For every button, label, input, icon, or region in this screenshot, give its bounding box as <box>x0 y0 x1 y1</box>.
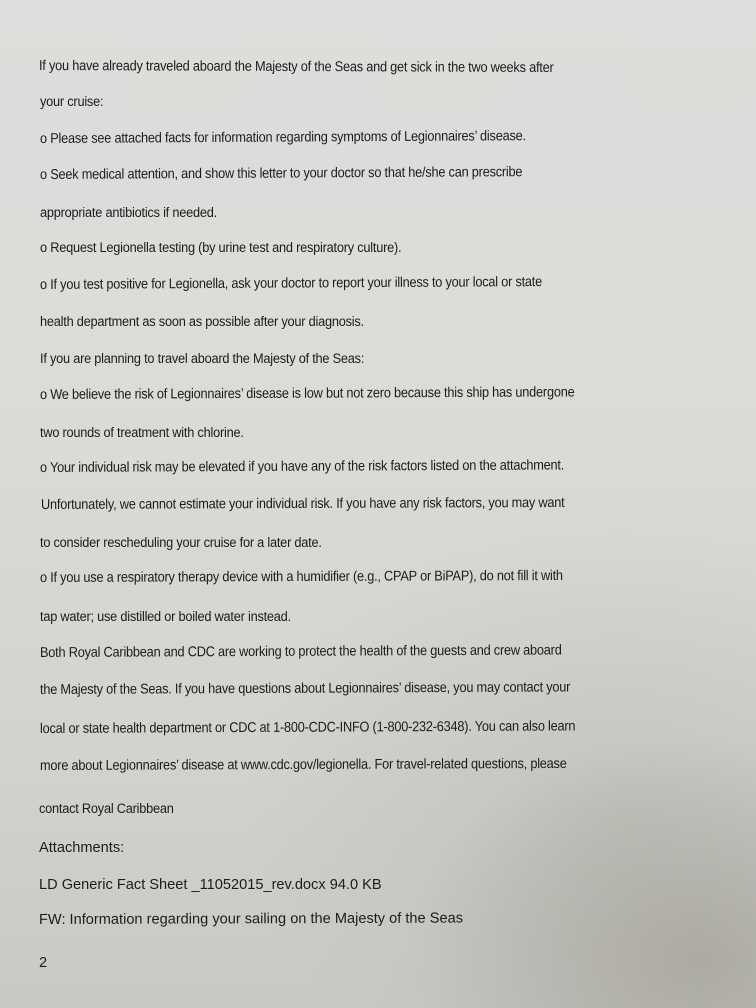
paragraph-line: If you have already traveled aboard the Majesty of the Seas and get sick in the two weeks after <box>38 58 554 76</box>
page-number: 2 <box>39 955 48 971</box>
paragraph-line: two rounds of treatment with chlorine. <box>40 425 244 441</box>
paragraph-line: your cruise: <box>40 94 104 110</box>
paragraph-line: appropriate antibiotics if needed. <box>40 205 217 221</box>
attachment-file[interactable]: LD Generic Fact Sheet _11052015_rev.docx 94.0 KB <box>39 877 382 893</box>
bullet-item: o If you test positive for Legionella, ask your doctor to report your illness to your local or state <box>39 274 543 293</box>
paragraph-line: Both Royal Caribbean and CDC are working to protect the health of the guests and crew aboard <box>39 642 562 661</box>
bullet-item: o Seek medical attention, and show this letter to your doctor so that he/she can prescribe <box>39 164 523 183</box>
paragraph-line: local or state health department or CDC at 1-800-CDC-INFO (1-800-232-6348). You can also learn <box>39 718 576 737</box>
bullet-item: o Request Legionella testing (by urine test and respiratory culture). <box>40 240 402 256</box>
paragraph-line: more about Legionnaires’ disease at www.cdc.gov/legionella. For travel-related questions, please <box>39 755 567 774</box>
forward-subject: FW: Information regarding your sailing on the Majesty of the Seas <box>38 910 464 928</box>
paragraph-line: to consider rescheduling your cruise for a later date. <box>40 535 322 551</box>
bullet-item: o If you use a respiratory therapy device with a humidifier (e.g., CPAP or BiPAP), do not fill it with <box>39 567 563 586</box>
bullet-item: o Please see attached facts for information regarding symptoms of Legionnaires’ disease. <box>39 128 526 147</box>
bullet-item: o We believe the risk of Legionnaires’ disease is low but not zero because this ship has undergone <box>39 384 575 403</box>
section-heading: If you are planning to travel aboard the Majesty of the Seas: <box>40 351 365 367</box>
attachments-label: Attachments: <box>39 840 125 856</box>
paragraph-line: Unfortunately, we cannot estimate your individual risk. If you have any risk factors, you may want <box>40 494 565 513</box>
paragraph-line: the Majesty of the Seas. If you have questions about Legionnaires’ disease, you may contact your <box>39 679 571 698</box>
paragraph-line: health department as soon as possible after your diagnosis. <box>40 314 364 330</box>
paragraph-line: tap water; use distilled or boiled water instead. <box>40 609 291 625</box>
paragraph-line: contact Royal Caribbean <box>39 801 174 817</box>
bullet-item: o Your individual risk may be elevated if you have any of the risk factors listed on the attachment. <box>39 457 565 476</box>
